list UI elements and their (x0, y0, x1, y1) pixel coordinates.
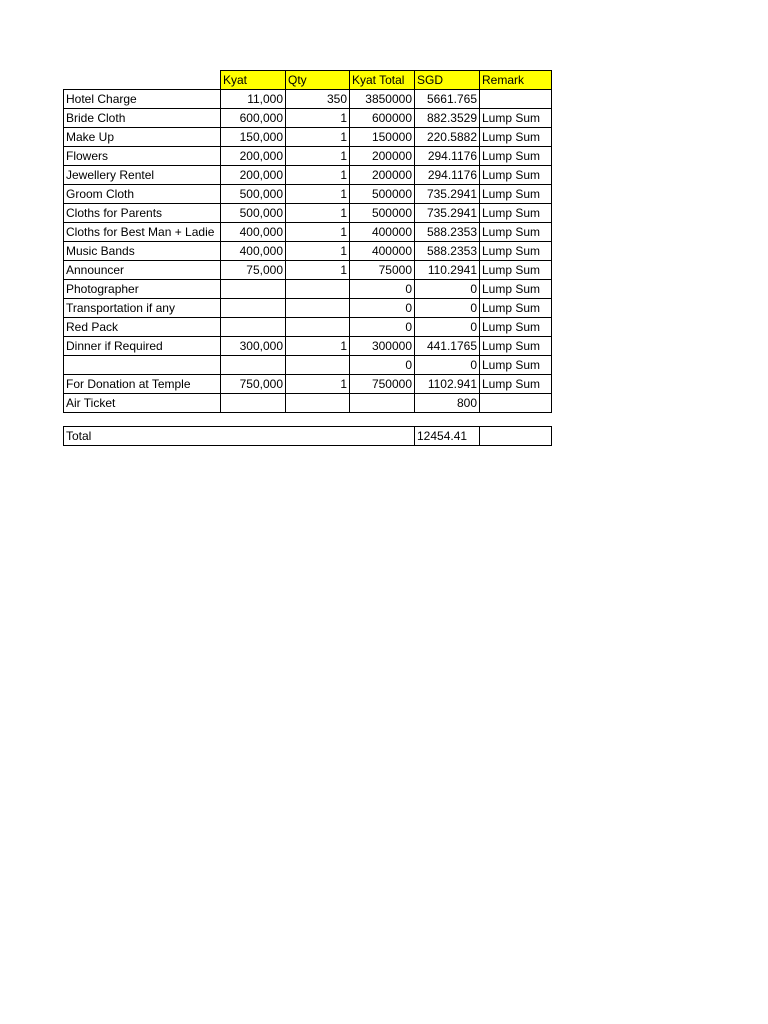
table-row (64, 109, 552, 128)
sgd-cell[interactable]: 0 (415, 318, 480, 337)
header-remark[interactable]: Remark (480, 71, 552, 90)
remark-cell[interactable]: Lump Sum (480, 147, 552, 166)
kyat-total-cell[interactable]: 0 (350, 318, 415, 337)
remark-cell[interactable]: Lump Sum (480, 128, 552, 147)
table-row (64, 128, 552, 147)
table-row (64, 185, 552, 204)
table-row (64, 147, 552, 166)
sgd-cell[interactable]: 588.2353 (415, 242, 480, 261)
remark-cell[interactable]: Lump Sum (480, 204, 552, 223)
kyat-total-cell[interactable]: 300000 (350, 337, 415, 356)
sgd-cell[interactable]: 220.5882 (415, 128, 480, 147)
item-cell[interactable]: Jewellery Rentel (64, 166, 221, 185)
remark-cell[interactable]: Lump Sum (480, 223, 552, 242)
kyat-cell[interactable] (221, 280, 286, 299)
table-row (64, 204, 552, 223)
item-cell[interactable]: Transportation if any (64, 299, 221, 318)
qty-cell[interactable] (286, 299, 350, 318)
item-cell[interactable]: Bride Cloth (64, 109, 221, 128)
item-cell[interactable]: Air Ticket (64, 394, 221, 413)
kyat-cell[interactable]: 300,000 (221, 337, 286, 356)
item-cell[interactable]: Groom Cloth (64, 185, 221, 204)
qty-cell[interactable]: 1 (286, 166, 350, 185)
kyat-total-cell[interactable] (350, 394, 415, 413)
qty-cell[interactable] (286, 318, 350, 337)
remark-cell[interactable]: Lump Sum (480, 109, 552, 128)
sgd-cell[interactable]: 0 (415, 299, 480, 318)
kyat-total-cell[interactable]: 3850000 (350, 90, 415, 109)
item-cell[interactable]: Dinner if Required (64, 337, 221, 356)
item-cell[interactable]: Red Pack (64, 318, 221, 337)
kyat-total-cell[interactable]: 200000 (350, 166, 415, 185)
item-cell[interactable]: Flowers (64, 147, 221, 166)
kyat-total-cell[interactable]: 200000 (350, 147, 415, 166)
total-table (63, 426, 552, 446)
item-cell[interactable] (64, 356, 221, 375)
remark-cell[interactable]: Lump Sum (480, 375, 552, 394)
qty-cell[interactable]: 1 (286, 204, 350, 223)
sgd-cell[interactable]: 5661.765 (415, 90, 480, 109)
sgd-cell[interactable]: 294.1176 (415, 147, 480, 166)
table-row (64, 223, 552, 242)
item-cell[interactable]: Make Up (64, 128, 221, 147)
table-row (64, 394, 552, 413)
kyat-total-cell[interactable]: 0 (350, 280, 415, 299)
kyat-total-cell[interactable]: 150000 (350, 128, 415, 147)
header-sgd[interactable]: SGD (415, 71, 480, 90)
kyat-cell[interactable]: 750,000 (221, 375, 286, 394)
kyat-cell[interactable]: 400,000 (221, 242, 286, 261)
kyat-cell[interactable] (221, 299, 286, 318)
item-cell[interactable]: Announcer (64, 261, 221, 280)
table-row (64, 375, 552, 394)
remark-cell[interactable]: Lump Sum (480, 280, 552, 299)
table-row (64, 299, 552, 318)
remark-cell[interactable] (480, 90, 552, 109)
kyat-total-cell[interactable]: 600000 (350, 109, 415, 128)
remark-cell[interactable]: Lump Sum (480, 166, 552, 185)
sgd-cell[interactable]: 1102.941 (415, 375, 480, 394)
table-row (64, 318, 552, 337)
header-qty[interactable]: Qty (286, 71, 350, 90)
total-label-cell[interactable]: Total (64, 427, 415, 446)
qty-cell[interactable]: 1 (286, 147, 350, 166)
budget-table (63, 70, 552, 413)
kyat-cell[interactable]: 150,000 (221, 128, 286, 147)
budget-sheet (63, 70, 552, 446)
kyat-cell[interactable]: 600,000 (221, 109, 286, 128)
qty-cell[interactable]: 1 (286, 337, 350, 356)
item-cell[interactable]: Music Bands (64, 242, 221, 261)
qty-cell[interactable]: 1 (286, 185, 350, 204)
sgd-cell[interactable]: 294.1176 (415, 166, 480, 185)
total-remark-cell[interactable] (480, 427, 552, 446)
total-sgd-cell[interactable]: 12454.41 (415, 427, 480, 446)
kyat-cell[interactable] (221, 318, 286, 337)
qty-cell[interactable]: 350 (286, 90, 350, 109)
qty-cell[interactable]: 1 (286, 128, 350, 147)
header-kyat[interactable]: Kyat (221, 71, 286, 90)
qty-cell[interactable] (286, 394, 350, 413)
table-row (64, 242, 552, 261)
sgd-cell[interactable]: 735.2941 (415, 204, 480, 223)
remark-cell[interactable]: Lump Sum (480, 318, 552, 337)
kyat-cell[interactable]: 400,000 (221, 223, 286, 242)
header-row (64, 71, 552, 90)
kyat-cell[interactable]: 500,000 (221, 204, 286, 223)
remark-cell[interactable]: Lump Sum (480, 299, 552, 318)
header-kyat-total[interactable]: Kyat Total (350, 71, 415, 90)
remark-cell[interactable]: Lump Sum (480, 242, 552, 261)
kyat-cell[interactable]: 200,000 (221, 147, 286, 166)
table-row (64, 90, 552, 109)
qty-cell[interactable]: 1 (286, 242, 350, 261)
kyat-cell[interactable]: 11,000 (221, 90, 286, 109)
total-row (64, 427, 552, 446)
item-cell[interactable]: Photographer (64, 280, 221, 299)
item-cell[interactable]: Cloths for Parents (64, 204, 221, 223)
kyat-total-cell[interactable]: 500000 (350, 204, 415, 223)
table-row (64, 280, 552, 299)
kyat-total-cell[interactable]: 400000 (350, 223, 415, 242)
kyat-total-cell[interactable]: 0 (350, 299, 415, 318)
remark-cell[interactable]: Lump Sum (480, 261, 552, 280)
kyat-total-cell[interactable]: 75000 (350, 261, 415, 280)
kyat-total-cell[interactable]: 500000 (350, 185, 415, 204)
item-cell[interactable]: Hotel Charge (64, 90, 221, 109)
table-row (64, 261, 552, 280)
sgd-cell[interactable]: 0 (415, 280, 480, 299)
header-blank-cell (64, 71, 221, 90)
kyat-cell[interactable]: 500,000 (221, 185, 286, 204)
kyat-cell[interactable]: 75,000 (221, 261, 286, 280)
sgd-cell[interactable]: 882.3529 (415, 109, 480, 128)
table-row (64, 337, 552, 356)
kyat-cell[interactable]: 200,000 (221, 166, 286, 185)
sgd-cell[interactable]: 588.2353 (415, 223, 480, 242)
kyat-cell[interactable] (221, 356, 286, 375)
sgd-cell[interactable]: 735.2941 (415, 185, 480, 204)
remark-cell[interactable] (480, 394, 552, 413)
item-cell[interactable]: Cloths for Best Man + Ladie (64, 223, 221, 242)
qty-cell[interactable]: 1 (286, 375, 350, 394)
remark-cell[interactable]: Lump Sum (480, 185, 552, 204)
kyat-total-cell[interactable]: 750000 (350, 375, 415, 394)
kyat-cell[interactable] (221, 394, 286, 413)
table-row (64, 166, 552, 185)
remark-cell[interactable]: Lump Sum (480, 337, 552, 356)
sgd-cell[interactable]: 0 (415, 356, 480, 375)
table-row (64, 356, 552, 375)
sgd-cell[interactable]: 110.2941 (415, 261, 480, 280)
qty-cell[interactable] (286, 280, 350, 299)
qty-cell[interactable]: 1 (286, 261, 350, 280)
qty-cell[interactable]: 1 (286, 109, 350, 128)
kyat-total-cell[interactable]: 400000 (350, 242, 415, 261)
sgd-cell[interactable]: 800 (415, 394, 480, 413)
qty-cell[interactable] (286, 356, 350, 375)
remark-cell[interactable]: Lump Sum (480, 356, 552, 375)
kyat-total-cell[interactable]: 0 (350, 356, 415, 375)
item-cell[interactable]: For Donation at Temple (64, 375, 221, 394)
qty-cell[interactable]: 1 (286, 223, 350, 242)
sgd-cell[interactable]: 441.1765 (415, 337, 480, 356)
